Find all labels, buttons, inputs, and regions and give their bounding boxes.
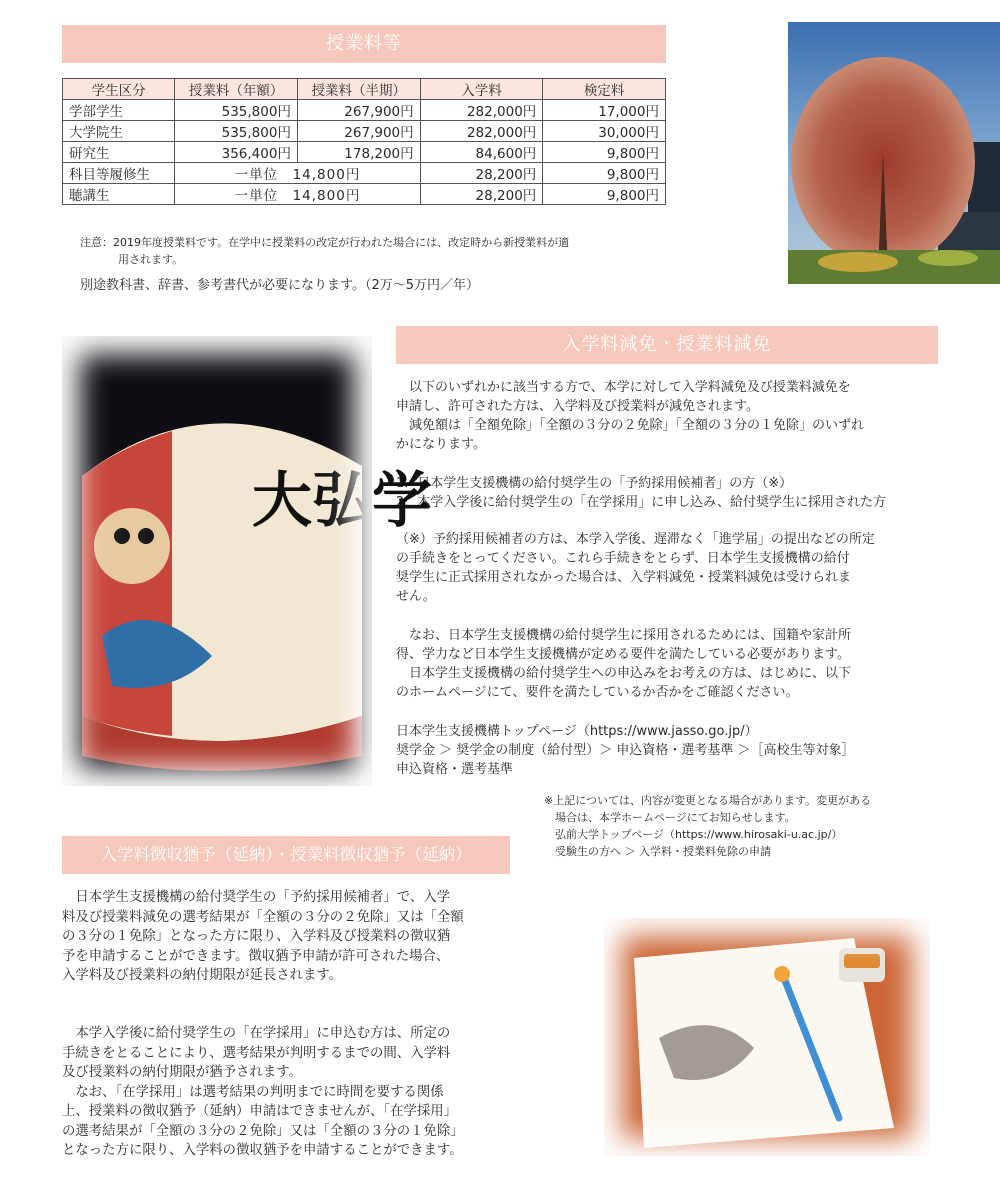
annual-fee: 535,800円	[175, 100, 298, 121]
entrance-fee: 282,000円	[420, 100, 543, 121]
exam-fee: 17,000円	[543, 100, 666, 121]
change-notice: ※上記については、内容が変更となる場合があります。変更がある 場合は、本学ホームページにてお知らせします。 弘前大学トップページ（https://www.hirosaki-u.ac.jp/） 受験生の方へ ＞ 入学料・授業料免除の申請	[544, 794, 872, 858]
exam-desk-image	[604, 918, 930, 1156]
row-category: 研究生	[63, 142, 175, 163]
note-line: 注意：2019年度授業料です。在学中に授業料の改定が行われた場合には、改定時から新授業料が適	[80, 236, 570, 249]
deferral-header: 入学料徴収猶予（延納）・授業料徴収猶予（延納）	[62, 836, 510, 874]
exemption-requirements: なお、日本学生支援機構の給付奨学生に採用されるためには、国籍や家計所 得、学力など日本学生支援機構が定める要件を満たしている必要があります。 日本学生支援機構の給付奨学生への申込みをお考えの方は、はじめに、以下 のホームページにて、要件を満たしているか否かをご確認ください。	[396, 628, 852, 700]
row-category: 聴講生	[63, 184, 175, 205]
note-line: 用されます。	[118, 253, 184, 266]
tuition-header: 授業料等	[62, 25, 666, 63]
table-row	[63, 142, 666, 163]
cherry-tree-photo	[788, 22, 1000, 284]
entrance-fee: 28,200円	[420, 184, 543, 205]
exam-fee: 9,800円	[543, 142, 666, 163]
deferral-para-1: 日本学生支援機構の給付奨学生の「予約採用候補者」で、入学 料及び授業料減免の選考結果が「全額の３分の２免除」又は「全額 の３分の１免除」となった方に限り、入学料及び授業料の徴収猶 予を申請することができます。徴収猶予申請が許可された場合、 入学料及び授業料の納付期限が延長されます。	[62, 890, 464, 983]
table-header-row	[63, 79, 666, 100]
exam-fee: 9,800円	[543, 163, 666, 184]
exemption-item-2: 2．本学入学後に給付奨学生の「在学採用」に申し込み、給付奨学生に採用された方	[396, 495, 887, 510]
tuition-table	[62, 78, 666, 205]
table-row	[63, 100, 666, 121]
exemption-item-1: 1．日本学生支援機構の給付奨学生の「予約採用候補者」の方（※）	[396, 476, 793, 491]
cherry-tree-image	[788, 22, 1000, 284]
entrance-fee: 282,000円	[420, 121, 543, 142]
exam-fee: 9,800円	[543, 184, 666, 205]
table-row	[63, 163, 666, 184]
exam-fee: 30,000円	[543, 121, 666, 142]
col-header: 入学料	[420, 79, 543, 100]
row-category: 学部学生	[63, 100, 175, 121]
jasso-link[interactable]: 日本学生支援機構トップページ（https://www.jasso.go.jp/）	[396, 724, 758, 739]
annual-fee: 356,400円	[175, 142, 298, 163]
unit-fee: 一単位 14,800円	[175, 163, 420, 184]
lantern-char: 大弘学	[252, 466, 432, 536]
nebuta-lantern-photo	[62, 336, 432, 786]
col-header: 検定料	[543, 79, 666, 100]
table-row	[63, 184, 666, 205]
col-header: 学生区分	[63, 79, 175, 100]
row-category: 科目等履修生	[63, 163, 175, 184]
nebuta-lantern-image	[62, 336, 432, 786]
deferral-para-2: 本学入学後に給付奨学生の「在学採用」に申込む方は、所定の 手続きをとることにより、選考結果が判明するまでの間、入学料 及び授業料の納付期限が猶予されます。 なお、「在学採用」は選考結果の判明までに時間を要する関係 上、授業料の徴収猶予（延納）申請はできませんが、「在学採用」 の選考結果が「全額の３分の２免除」又は「全額の３分の１免除」 となった方に限り、入学料の徴収猶予を申請することができます。	[62, 1026, 464, 1158]
table-row	[63, 121, 666, 142]
unit-fee: 一単位 14,800円	[175, 184, 420, 205]
half-fee: 267,900円	[297, 100, 420, 121]
exam-desk-photo	[604, 918, 930, 1156]
jasso-link-path: 奨学金 ＞ 奨学金の制度（給付型）＞ 申込資格・選考基準 ＞［高校生等対象］ 申込資格・選考基準	[396, 743, 855, 777]
entrance-fee: 28,200円	[420, 163, 543, 184]
exemption-footnote: （※）予約採用候補者の方は、本学入学後、遅滞なく「進学届」の提出などの所定 の手続きをとってください。これら手続きをとらず、日本学生支援機構の給付 奨学生に正式採用されなかった場合は、入学料減免・授業料減免は受けられま せん。	[396, 532, 875, 604]
annual-fee: 535,800円	[175, 121, 298, 142]
exemption-header: 入学料減免・授業料減免	[396, 326, 938, 364]
textbook-note: 別途教科書、辞書、参考書代が必要になります。（2万～5万円／年）	[80, 278, 480, 293]
half-fee: 267,900円	[297, 121, 420, 142]
exemption-intro: 以下のいずれかに該当する方で、本学に対して入学料減免及び授業料減免を 申請し、許可された方は、入学料及び授業料が減免されます。 減免額は「全額免除」「全額の３分の２免除」「全額の３分の１免除」のいずれ かになります。	[396, 380, 865, 452]
col-header: 授業料（半期）	[297, 79, 420, 100]
half-fee: 178,200円	[297, 142, 420, 163]
row-category: 大学院生	[63, 121, 175, 142]
tuition-note	[80, 234, 680, 268]
col-header: 授業料（年額）	[175, 79, 298, 100]
entrance-fee: 84,600円	[420, 142, 543, 163]
